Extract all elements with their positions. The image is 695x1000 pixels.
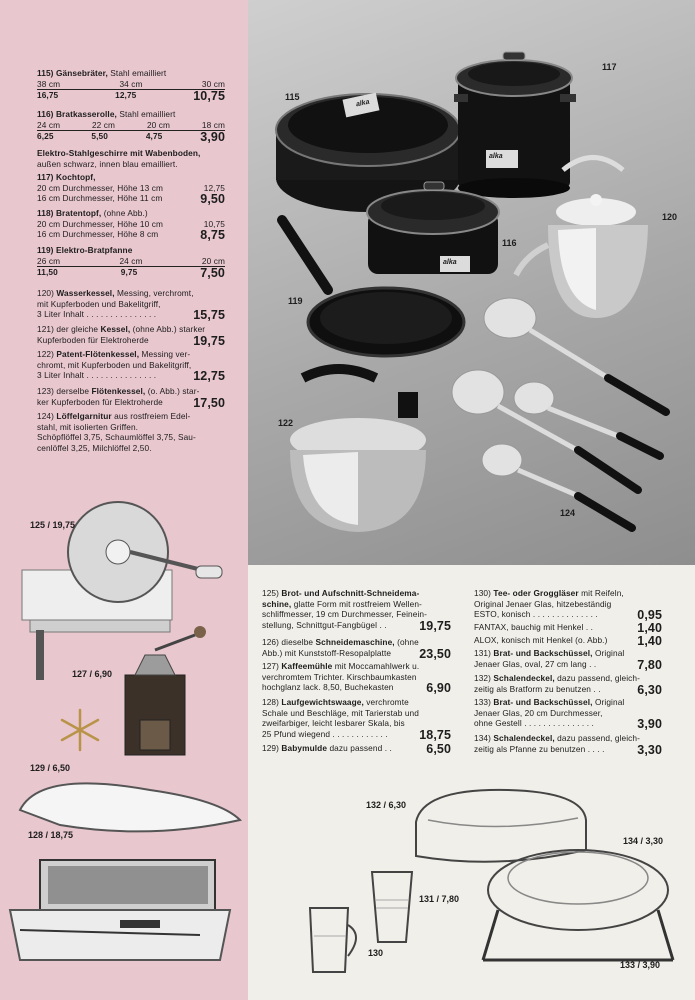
item-120: 120) Wasserkessel, Messing, verchromt, mit Kupferboden und Bakelitgriff, 3 Liter Inhalt . . . . . . . . . . . . . . . 15,75 bbox=[37, 288, 225, 323]
item-117: 117) Kochtopf, 20 cm Durchmesser, Höhe 13 cm 12,75 16 cm Durchmesser, Höhe 11 cm 9,50 bbox=[37, 172, 225, 207]
label-119: 119 bbox=[288, 296, 303, 306]
item-118: 118) Bratentopf, (ohne Abb.) 20 cm Durchmesser, Höhe 10 cm 10,75 16 cm Durchmesser, Höhe 8 cm 8,75 bbox=[37, 208, 225, 243]
casserole-116 bbox=[367, 182, 499, 274]
tea-glass-131 bbox=[372, 872, 412, 942]
ladle-set-124 bbox=[452, 298, 666, 528]
item-121: 121) der gleiche Kessel, (ohne Abb.) starker Kupferboden für Elektroherde 19,75 bbox=[37, 324, 225, 348]
item-115: 115) Gänsebräter, Stahl emailliert 38 cm 34 cm 30 cm 16,75 12,75 10,75 bbox=[37, 68, 225, 104]
scale-128 bbox=[10, 860, 230, 960]
label-125: 125 / 19,75 bbox=[30, 520, 76, 530]
item-116: 116) Bratkasserolle, Stahl emailliert 24 cm 22 cm 20 cm 18 cm 6,25 5,50 4,75 3,90 bbox=[37, 109, 225, 145]
item-122: 122) Patent-Flötenkessel, Messing ver- chromt, mit Kupferboden und Bakelitgriff, 3 Liter Inhalt . . . . . . . . . . . . . . . 12,75 bbox=[37, 349, 225, 384]
item-131-text: 131) Brat- und Backschüssel, Original Jenaer Glas, oval, 27 cm lang . . 7,80 bbox=[474, 648, 662, 672]
item-130-text: 130) Tee- oder Groggläser mit Reifeln, Original Jenaer Glas, hitzebeständig ESTO, konisch . . . . . . . . . . . . . . 0,95 FANTAX, bauchig mit Henkel . . 1,40 ALOX, konisch mit Henkel (o. Abb.) 1,40 bbox=[474, 588, 662, 649]
brand-logo-116: alka bbox=[443, 259, 457, 266]
label-117: 117 bbox=[602, 62, 617, 72]
label-130: 130 bbox=[368, 948, 384, 958]
item-124: 124) Löffelgarnitur aus rostfreiem Edel- stahl, mit isolierten Griffen. Schöpflöffel 3,75, Schaumlöffel 3,75, Sau- cenlöffel 3,25, Milchlöffel 2,50. bbox=[37, 411, 196, 453]
label-129: 129 / 6,50 bbox=[30, 763, 71, 773]
label-122: 122 bbox=[278, 418, 294, 428]
cookware-illustration bbox=[248, 0, 695, 565]
tea-mug-130 bbox=[310, 908, 356, 972]
glass-dish-133 bbox=[483, 850, 673, 960]
label-131: 131 / 7,80 bbox=[419, 894, 460, 904]
item-127-text: 127) Kaffeemühle mit Moccamahlwerk u. verchromtem Trichter. Kirschbaumkasten hochglanz lack. 8,50, Buchekasten 6,90 bbox=[262, 661, 451, 696]
label-132: 132 / 6,30 bbox=[366, 800, 407, 810]
brand-logo-115: alka bbox=[355, 98, 371, 109]
item-119: 119) Elektro-Bratpfanne 26 cm 24 cm 20 cm 11,50 9,75 7,50 bbox=[37, 245, 225, 281]
item-133-text: 133) Brat- und Backschüssel, Original Jenaer Glas, 20 cm Durchmesser, ohne Gestell . . . . . . . . . . . . . . . 3,90 bbox=[474, 697, 662, 732]
elektro-intro: Elektro-Stahlgeschirre mit Wabenboden, außen schwarz, innen blau emailliert. bbox=[37, 148, 201, 169]
item-134-text: 134) Schalendeckel, dazu passend, gleich- zeitig als Pfanne zu benutzen . . . . 3,30 bbox=[474, 733, 662, 757]
whistle-kettle-122 bbox=[290, 369, 426, 532]
label-128: 128 / 18,75 bbox=[28, 830, 74, 840]
label-115: 115 bbox=[285, 92, 300, 102]
item-132-text: 132) Schalendeckel, dazu passend, gleich- zeitig als Bratform zu benutzen . . 6,30 bbox=[474, 673, 662, 697]
snowflake-icon bbox=[62, 710, 98, 750]
label-124: 124 bbox=[560, 508, 576, 518]
item-125-text: 125) Brot- und Aufschnitt-Schneidema- schine, glatte Form mit rostfreiem Wellen- schliffmesser, 19 cm Durchmesser, Feinein- stellung, Schnittgut-Fangbügel . . 19,75 bbox=[262, 588, 451, 633]
label-116: 116 bbox=[502, 238, 517, 248]
label-134: 134 / 3,30 bbox=[623, 836, 664, 846]
label-127: 127 / 6,90 bbox=[72, 669, 113, 679]
item-126-text: 126) dieselbe Schneidemaschine, (ohne Abb.) mit Kunststoff-Resopalplatte 23,50 bbox=[262, 637, 451, 661]
pot-117 bbox=[454, 52, 576, 198]
item-123: 123) derselbe Flötenkessel, (o. Abb.) star- ker Kupferboden für Elektroherde 17,50 bbox=[37, 386, 225, 410]
label-120: 120 bbox=[662, 212, 678, 222]
brand-logo-117: alka bbox=[489, 153, 503, 160]
baby-tray-129 bbox=[20, 783, 240, 831]
item-128-text: 128) Laufgewichtswaage, verchromte Schale und Beschläge, mit Tarierstab und zweifarbiger, leicht lesbarer Skala, bis 25 Pfund wiegend . . . . . . . . . . . . 18,75 bbox=[262, 697, 451, 742]
item-129-text: 129) Babymulde dazu passend . . 6,50 bbox=[262, 742, 451, 756]
label-133: 133 / 3,90 bbox=[620, 960, 661, 970]
coffee-grinder-127 bbox=[125, 626, 206, 755]
appliance-illustration bbox=[0, 480, 248, 1000]
